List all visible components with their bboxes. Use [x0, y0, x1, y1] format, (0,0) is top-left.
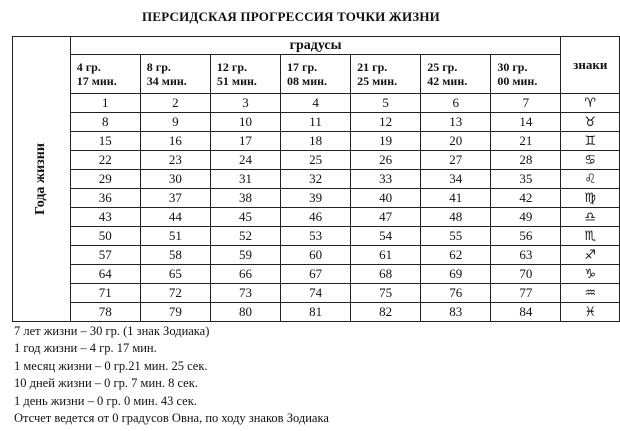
- year-cell: 84: [491, 303, 561, 322]
- year-cell: 67: [281, 265, 351, 284]
- year-cell: 31: [210, 170, 280, 189]
- zodiac-sign-icon: ♑: [561, 265, 620, 284]
- year-cell: 72: [140, 284, 210, 303]
- year-cell: 26: [351, 151, 421, 170]
- note-line: 1 год жизни – 4 гр. 17 мин.: [14, 341, 157, 356]
- table-row: [13, 170, 620, 189]
- year-cell: 46: [281, 208, 351, 227]
- note-line: 7 лет жизни – 30 гр. (1 знак Зодиака): [14, 324, 210, 338]
- year-cell: 11: [281, 113, 351, 132]
- year-cell: 76: [421, 284, 491, 303]
- year-cell: 69: [421, 265, 491, 284]
- year-cell: 1: [70, 94, 140, 113]
- column-degrees: 21 гр.: [357, 60, 388, 74]
- column-header: [210, 55, 280, 94]
- table-row: [13, 208, 620, 227]
- column-header: [70, 55, 140, 94]
- table-row: [13, 113, 620, 132]
- year-cell: 25: [281, 151, 351, 170]
- year-cell: 41: [421, 189, 491, 208]
- year-cell: 64: [70, 265, 140, 284]
- zodiac-sign-icon: ♌: [561, 170, 620, 189]
- column-minutes: 00 мин.: [497, 74, 538, 88]
- year-cell: 53: [281, 227, 351, 246]
- column-degrees: 30 гр.: [497, 60, 528, 74]
- zodiac-sign-icon: ♍: [561, 189, 620, 208]
- year-cell: 80: [210, 303, 280, 322]
- year-cell: 15: [70, 132, 140, 151]
- table-row: [13, 303, 620, 322]
- year-cell: 14: [491, 113, 561, 132]
- column-degrees: 25 гр.: [427, 60, 458, 74]
- year-cell: 12: [351, 113, 421, 132]
- year-cell: 47: [351, 208, 421, 227]
- column-minutes: 51 мин.: [216, 74, 257, 88]
- year-cell: 56: [491, 227, 561, 246]
- zodiac-sign-icon: ♋: [561, 151, 620, 170]
- zodiac-sign-icon: ♒: [561, 284, 620, 303]
- zodiac-sign-icon: ♊: [561, 132, 620, 151]
- column-header: [140, 55, 210, 94]
- year-cell: 48: [421, 208, 491, 227]
- degrees-header: градусы: [70, 37, 561, 55]
- year-cell: 58: [140, 246, 210, 265]
- table-row: [13, 227, 620, 246]
- column-degrees: 4 гр.: [76, 60, 101, 74]
- year-cell: 21: [491, 132, 561, 151]
- column-minutes: 34 мин.: [146, 74, 187, 88]
- year-cell: 49: [491, 208, 561, 227]
- year-cell: 74: [281, 284, 351, 303]
- table-row: [13, 246, 620, 265]
- year-cell: 61: [351, 246, 421, 265]
- year-cell: 43: [70, 208, 140, 227]
- column-header: [351, 55, 421, 94]
- year-cell: 68: [351, 265, 421, 284]
- header-row-columns: [13, 55, 620, 94]
- year-cell: 54: [351, 227, 421, 246]
- year-cell: 62: [421, 246, 491, 265]
- year-cell: 6: [421, 94, 491, 113]
- year-cell: 39: [281, 189, 351, 208]
- year-cell: 35: [491, 170, 561, 189]
- column-header: [281, 55, 351, 94]
- table-row: [13, 94, 620, 113]
- year-cell: 19: [351, 132, 421, 151]
- year-cell: 78: [70, 303, 140, 322]
- year-cell: 42: [491, 189, 561, 208]
- year-cell: 5: [351, 94, 421, 113]
- year-cell: 22: [70, 151, 140, 170]
- year-cell: 16: [140, 132, 210, 151]
- year-cell: 8: [70, 113, 140, 132]
- zodiac-sign-icon: ♐: [561, 246, 620, 265]
- year-cell: 4: [281, 94, 351, 113]
- year-cell: 45: [210, 208, 280, 227]
- year-cell: 38: [210, 189, 280, 208]
- year-cell: 66: [210, 265, 280, 284]
- year-cell: 50: [70, 227, 140, 246]
- header-row-degrees: [13, 37, 620, 55]
- year-cell: 33: [351, 170, 421, 189]
- year-cell: 59: [210, 246, 280, 265]
- year-cell: 36: [70, 189, 140, 208]
- year-cell: 17: [210, 132, 280, 151]
- year-cell: 70: [491, 265, 561, 284]
- year-cell: 30: [140, 170, 210, 189]
- year-cell: 23: [140, 151, 210, 170]
- year-cell: 9: [140, 113, 210, 132]
- years-axis-label: Года жизни: [33, 143, 49, 215]
- year-cell: 13: [421, 113, 491, 132]
- note-line: 10 дней жизни – 0 гр. 7 мин. 8 сек.: [14, 376, 198, 391]
- progression-table: [12, 36, 620, 322]
- year-cell: 77: [491, 284, 561, 303]
- year-cell: 83: [421, 303, 491, 322]
- table-row: [13, 151, 620, 170]
- year-cell: 18: [281, 132, 351, 151]
- year-cell: 51: [140, 227, 210, 246]
- column-minutes: 25 мин.: [357, 74, 398, 88]
- year-cell: 40: [351, 189, 421, 208]
- year-cell: 71: [70, 284, 140, 303]
- year-cell: 79: [140, 303, 210, 322]
- year-cell: 55: [421, 227, 491, 246]
- year-cell: 32: [281, 170, 351, 189]
- year-cell: 82: [351, 303, 421, 322]
- note-line: Отсчет ведется от 0 градусов Овна, по ходу знаков Зодиака: [14, 411, 329, 426]
- zodiac-sign-icon: ♎: [561, 208, 620, 227]
- year-cell: 75: [351, 284, 421, 303]
- year-cell: 60: [281, 246, 351, 265]
- signs-header: знаки: [561, 37, 620, 94]
- year-cell: 2: [140, 94, 210, 113]
- column-header: [491, 55, 561, 94]
- year-cell: 73: [210, 284, 280, 303]
- page-title: ПЕРСИДСКАЯ ПРОГРЕССИЯ ТОЧКИ ЖИЗНИ: [142, 9, 440, 24]
- zodiac-sign-icon: ♈: [561, 94, 620, 113]
- year-cell: 20: [421, 132, 491, 151]
- year-cell: 34: [421, 170, 491, 189]
- column-minutes: 17 мин.: [76, 74, 117, 88]
- table-row: [13, 265, 620, 284]
- column-minutes: 42 мин.: [427, 74, 468, 88]
- zodiac-sign-icon: ♓: [561, 303, 620, 322]
- year-cell: 65: [140, 265, 210, 284]
- column-degrees: 12 гр.: [216, 60, 248, 74]
- year-cell: 44: [140, 208, 210, 227]
- year-cell: 63: [491, 246, 561, 265]
- year-cell: 10: [210, 113, 280, 132]
- year-cell: 52: [210, 227, 280, 246]
- year-cell: 27: [421, 151, 491, 170]
- column-degrees: 8 гр.: [146, 60, 171, 74]
- year-cell: 3: [210, 94, 280, 113]
- note-line: 1 день жизни – 0 гр. 0 мин. 43 сек.: [14, 393, 197, 408]
- years-axis-label-cell: [13, 37, 71, 322]
- year-cell: 24: [210, 151, 280, 170]
- table-row: [13, 132, 620, 151]
- column-degrees: 17 гр.: [287, 60, 318, 74]
- zodiac-sign-icon: ♉: [561, 113, 620, 132]
- notes: [14, 323, 329, 427]
- year-cell: 37: [140, 189, 210, 208]
- year-cell: 29: [70, 170, 140, 189]
- note-line: 1 месяц жизни – 0 гр.21 мин. 25 сек.: [14, 358, 208, 373]
- table-row: [13, 189, 620, 208]
- year-cell: 81: [281, 303, 351, 322]
- column-minutes: 08 мин.: [287, 74, 328, 88]
- year-cell: 7: [491, 94, 561, 113]
- column-header: [421, 55, 491, 94]
- year-cell: 57: [70, 246, 140, 265]
- year-cell: 28: [491, 151, 561, 170]
- table-row: [13, 284, 620, 303]
- zodiac-sign-icon: ♏: [561, 227, 620, 246]
